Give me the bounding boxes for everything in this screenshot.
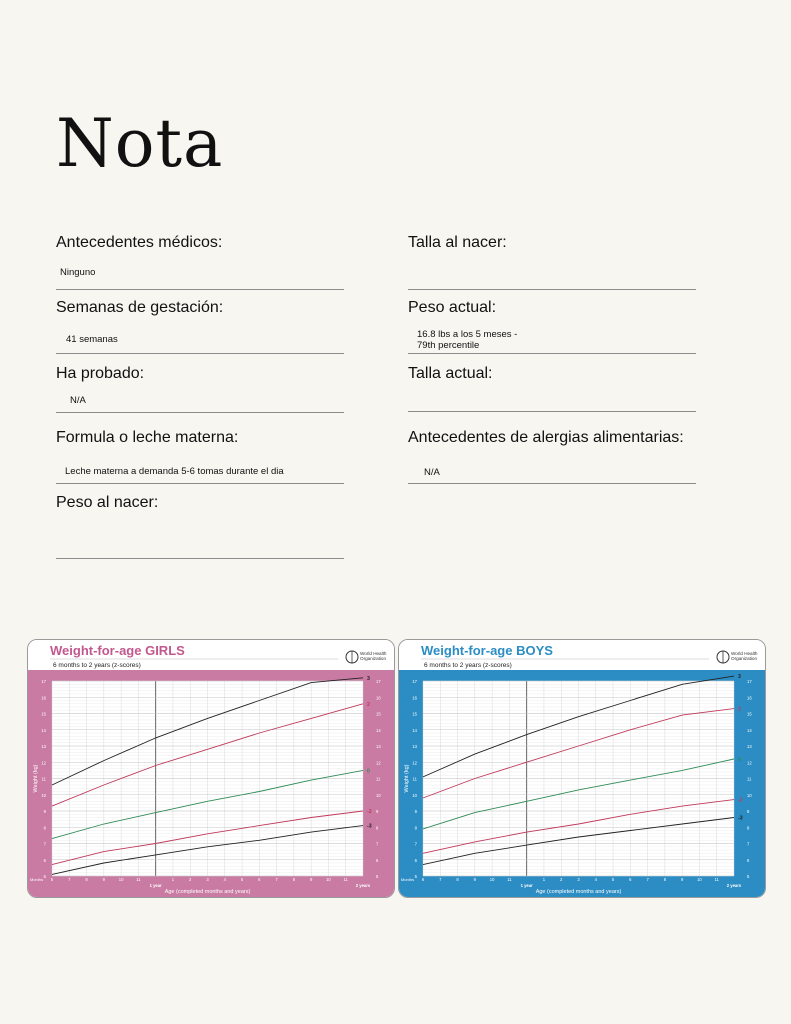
field-label: Antecedentes de alergias alimentarias: xyxy=(408,429,684,446)
x-tick-label: 11 xyxy=(714,877,719,882)
y-tick-label-left: 16 xyxy=(41,695,46,701)
series-label-z3: 3 xyxy=(367,675,370,682)
field-talla-nacer[interactable] xyxy=(408,234,696,290)
x-tick-label: 4 xyxy=(594,877,597,882)
y-tick-label-right: 15 xyxy=(747,711,752,717)
y-tick-label-right: 11 xyxy=(747,776,752,782)
series-label-z-2: -2 xyxy=(738,797,743,804)
series-label-z-3: -3 xyxy=(367,823,372,830)
field-label: Semanas de gestación: xyxy=(56,299,224,316)
y-tick-label-right: 5 xyxy=(747,874,750,879)
y-tick-label-left: 11 xyxy=(412,776,417,782)
y-tick-label-left: 14 xyxy=(412,727,417,733)
field-ha-probado[interactable] xyxy=(56,365,344,413)
y-tick-label-left: 12 xyxy=(41,760,46,766)
field-talla-actual[interactable] xyxy=(408,365,696,412)
y-tick-label-right: 10 xyxy=(376,792,381,798)
y-tick-label-left: 16 xyxy=(412,695,417,701)
x-start-label: Months xyxy=(401,877,415,882)
x-tick-label: 2 years xyxy=(726,883,742,888)
field-value: N/A xyxy=(424,467,440,478)
x-tick-label: 8 xyxy=(663,877,667,882)
chart-svg-boys xyxy=(399,640,765,897)
x-tick-label: 6 xyxy=(50,877,54,882)
series-label-z3: 3 xyxy=(738,674,741,681)
y-tick-label-right: 14 xyxy=(376,727,381,733)
y-tick-label-right: 12 xyxy=(747,760,752,766)
y-tick-label-right: 7 xyxy=(747,841,750,847)
x-tick-label: 9 xyxy=(309,877,313,882)
series-label-z2: 2 xyxy=(738,706,741,713)
y-tick-label-left: 11 xyxy=(41,776,46,782)
x-tick-label: 1 xyxy=(542,877,546,882)
series-label-z-3: -3 xyxy=(738,815,743,822)
x-tick-label: 2 xyxy=(560,877,563,882)
field-antecedentes-medicos[interactable] xyxy=(56,234,344,290)
series-label-z-2: -2 xyxy=(367,809,372,815)
x-tick-label: 8 xyxy=(292,877,296,882)
y-tick-label-left: 8 xyxy=(43,825,46,831)
field-alergias[interactable] xyxy=(408,429,696,484)
y-tick-label-right: 7 xyxy=(376,841,379,847)
chart-svg-girls xyxy=(28,640,394,897)
y-tick-label-right: 17 xyxy=(747,679,752,684)
field-semanas-gestacion[interactable] xyxy=(56,299,344,354)
y-tick-label-right: 13 xyxy=(747,744,752,749)
y-tick-label-right: 9 xyxy=(747,809,750,814)
y-tick-label-left: 6 xyxy=(43,857,46,863)
y-tick-label-left: 8 xyxy=(414,825,417,831)
x-start-label: Months xyxy=(30,877,44,882)
y-tick-label-right: 17 xyxy=(376,679,381,684)
y-tick-label-left: 10 xyxy=(41,792,46,798)
chart-title: Weight-for-age BOYS xyxy=(421,643,553,658)
field-label: Talla actual: xyxy=(408,365,493,382)
x-tick-label: 7 xyxy=(646,877,649,882)
y-tick-label-left: 15 xyxy=(412,711,417,717)
x-tick-label: 10 xyxy=(489,877,495,882)
y-axis-label: Weight (kg) xyxy=(33,764,39,793)
field-label: Talla al nacer: xyxy=(408,234,507,251)
x-tick-label: 10 xyxy=(697,877,702,882)
y-tick-label-right: 13 xyxy=(376,744,381,749)
y-axis-label: Weight (kg) xyxy=(404,764,410,793)
who-logo-text: World Health Organization xyxy=(360,651,387,661)
field-label: Antecedentes médicos: xyxy=(56,234,223,251)
x-tick-label: 1 year xyxy=(520,883,533,888)
y-tick-label-right: 16 xyxy=(747,695,752,701)
x-tick-label: 1 year xyxy=(149,883,162,888)
y-tick-label-right: 5 xyxy=(376,874,379,879)
y-tick-label-left: 13 xyxy=(41,744,46,749)
y-tick-label-left: 6 xyxy=(414,857,417,863)
field-label: Ha probado: xyxy=(56,365,145,382)
y-tick-label-left: 14 xyxy=(41,727,46,733)
x-tick-label: 5 xyxy=(611,877,615,882)
y-tick-label-right: 12 xyxy=(376,760,381,766)
y-tick-label-left: 7 xyxy=(414,841,417,847)
series-label-z0: 0 xyxy=(367,768,370,775)
x-tick-label: 9 xyxy=(473,877,477,882)
x-tick-label: 6 xyxy=(629,877,632,882)
y-tick-label-left: 9 xyxy=(414,809,417,814)
x-tick-label: 11 xyxy=(343,877,348,882)
field-value: N/A xyxy=(70,395,86,406)
y-tick-label-left: 17 xyxy=(41,679,46,684)
x-axis-label: Age (completed months and years) xyxy=(535,889,622,895)
x-tick-label: 8 xyxy=(85,877,88,882)
x-tick-label: 1 xyxy=(171,877,175,882)
y-tick-label-left: 5 xyxy=(414,874,417,879)
x-tick-label: 2 xyxy=(189,877,192,882)
chart-weight-girls xyxy=(27,639,395,898)
chart-subtitle: 6 months to 2 years (z-scores) xyxy=(53,662,141,669)
series-label-z0: 0 xyxy=(738,757,741,763)
field-label: Peso actual: xyxy=(408,299,497,316)
field-label: Peso al nacer: xyxy=(56,494,159,511)
y-tick-label-left: 13 xyxy=(412,744,417,749)
x-tick-label: 11 xyxy=(136,877,141,882)
x-tick-label: 3 xyxy=(206,877,209,882)
y-tick-label-right: 8 xyxy=(376,825,379,831)
x-tick-label: 6 xyxy=(258,877,261,882)
y-tick-label-right: 6 xyxy=(376,857,379,863)
x-tick-label: 2 years xyxy=(355,883,371,888)
y-tick-label-right: 10 xyxy=(747,792,752,798)
y-tick-label-right: 16 xyxy=(376,695,381,701)
x-tick-label: 5 xyxy=(240,877,244,882)
y-tick-label-right: 15 xyxy=(376,711,381,717)
x-axis-label: Age (completed months and years) xyxy=(164,889,251,895)
field-label: Formula o leche materna: xyxy=(56,429,239,446)
x-tick-label: 11 xyxy=(507,877,512,882)
x-tick-label: 9 xyxy=(680,877,684,882)
y-tick-label-left: 10 xyxy=(412,792,417,798)
y-tick-label-left: 7 xyxy=(43,841,46,847)
y-tick-label-right: 11 xyxy=(376,776,381,782)
y-tick-label-right: 8 xyxy=(747,825,750,831)
field-value: 16.8 lbs a los 5 meses - 79th percentile xyxy=(417,329,518,351)
field-value: Leche materna a demanda 5-6 tomas durante el dia xyxy=(65,466,284,477)
page-title: Nota xyxy=(56,105,224,182)
field-peso-nacer[interactable] xyxy=(56,494,344,559)
x-tick-label: 6 xyxy=(421,877,425,882)
y-tick-label-right: 6 xyxy=(747,857,750,863)
x-tick-label: 7 xyxy=(68,877,71,882)
series-label-z2: 2 xyxy=(367,701,370,708)
y-tick-label-left: 15 xyxy=(41,711,46,717)
x-tick-label: 9 xyxy=(102,877,106,882)
x-tick-label: 8 xyxy=(456,877,459,882)
y-tick-label-left: 9 xyxy=(43,809,46,814)
x-tick-label: 4 xyxy=(223,877,226,882)
y-tick-label-left: 12 xyxy=(412,760,417,766)
chart-title: Weight-for-age GIRLS xyxy=(50,643,185,658)
y-tick-label-right: 9 xyxy=(376,809,379,814)
who-logo-text: World Health Organization xyxy=(731,651,758,661)
y-tick-label-right: 14 xyxy=(747,727,752,733)
x-tick-label: 7 xyxy=(439,877,442,882)
x-tick-label: 10 xyxy=(326,877,331,882)
chart-weight-boys xyxy=(398,639,766,898)
field-formula-leche[interactable] xyxy=(56,429,344,484)
chart-subtitle: 6 months to 2 years (z-scores) xyxy=(424,662,512,669)
x-tick-label: 3 xyxy=(577,877,580,882)
y-tick-label-left: 5 xyxy=(43,874,46,879)
x-tick-label: 10 xyxy=(118,877,124,882)
y-tick-label-left: 17 xyxy=(412,679,417,684)
field-value: Ninguno xyxy=(60,267,96,278)
x-tick-label: 7 xyxy=(275,877,278,882)
field-value: 41 semanas xyxy=(66,334,118,345)
field-peso-actual[interactable] xyxy=(408,299,696,354)
